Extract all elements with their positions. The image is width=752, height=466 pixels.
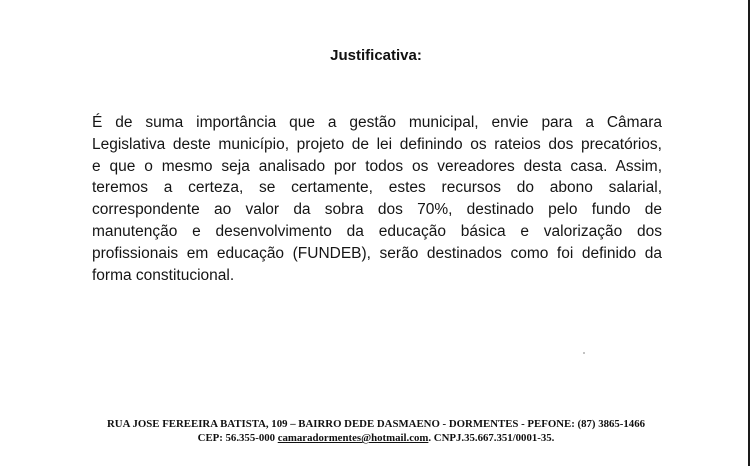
footer-contact [0, 431, 752, 445]
paragraph-line: correspondente ao valor da sobra dos 70%, destinado pelo fundo de [92, 201, 662, 219]
footer-email-link[interactable]: camaradormentes@hotmail.com [277, 432, 429, 444]
paragraph-line: teremos a certeza, se certamente, estes recursos do abono salarial, [92, 179, 662, 197]
page-edge [748, 0, 750, 466]
page-title: Justificativa: [330, 47, 422, 64]
paragraph-line: profissionais em educação (FUNDEB), serão destinados como foi definido da [92, 244, 662, 262]
paragraph-line: e que o mesmo seja analisado por todos os vereadores desta casa. Assim, [92, 157, 662, 175]
footer [0, 417, 752, 445]
scan-speck [583, 352, 585, 354]
paragraph-line: manutenção e desenvolvimento da educação básica e valorização dos [92, 222, 662, 240]
paragraph-line: forma constitucional. [92, 266, 235, 284]
footer-cnpj: . CNPJ.35.667.351/0001-35. [428, 432, 555, 444]
paragraph-line: É de suma importância que a gestão municipal, envie para a Câmara [92, 114, 662, 131]
footer-cep: CEP: 56.355-000 [197, 432, 276, 444]
paragraph-line: Legislativa deste município, projeto de lei definindo os rateios dos precatórios, [92, 135, 662, 153]
footer-address: RUA JOSE FEREEIRA BATISTA, 109 – BAIRRO DEDE DASMAENO - DORMENTES - PEFONE: (87) 3865-1466 [107, 418, 645, 430]
justification-paragraph [92, 112, 662, 286]
